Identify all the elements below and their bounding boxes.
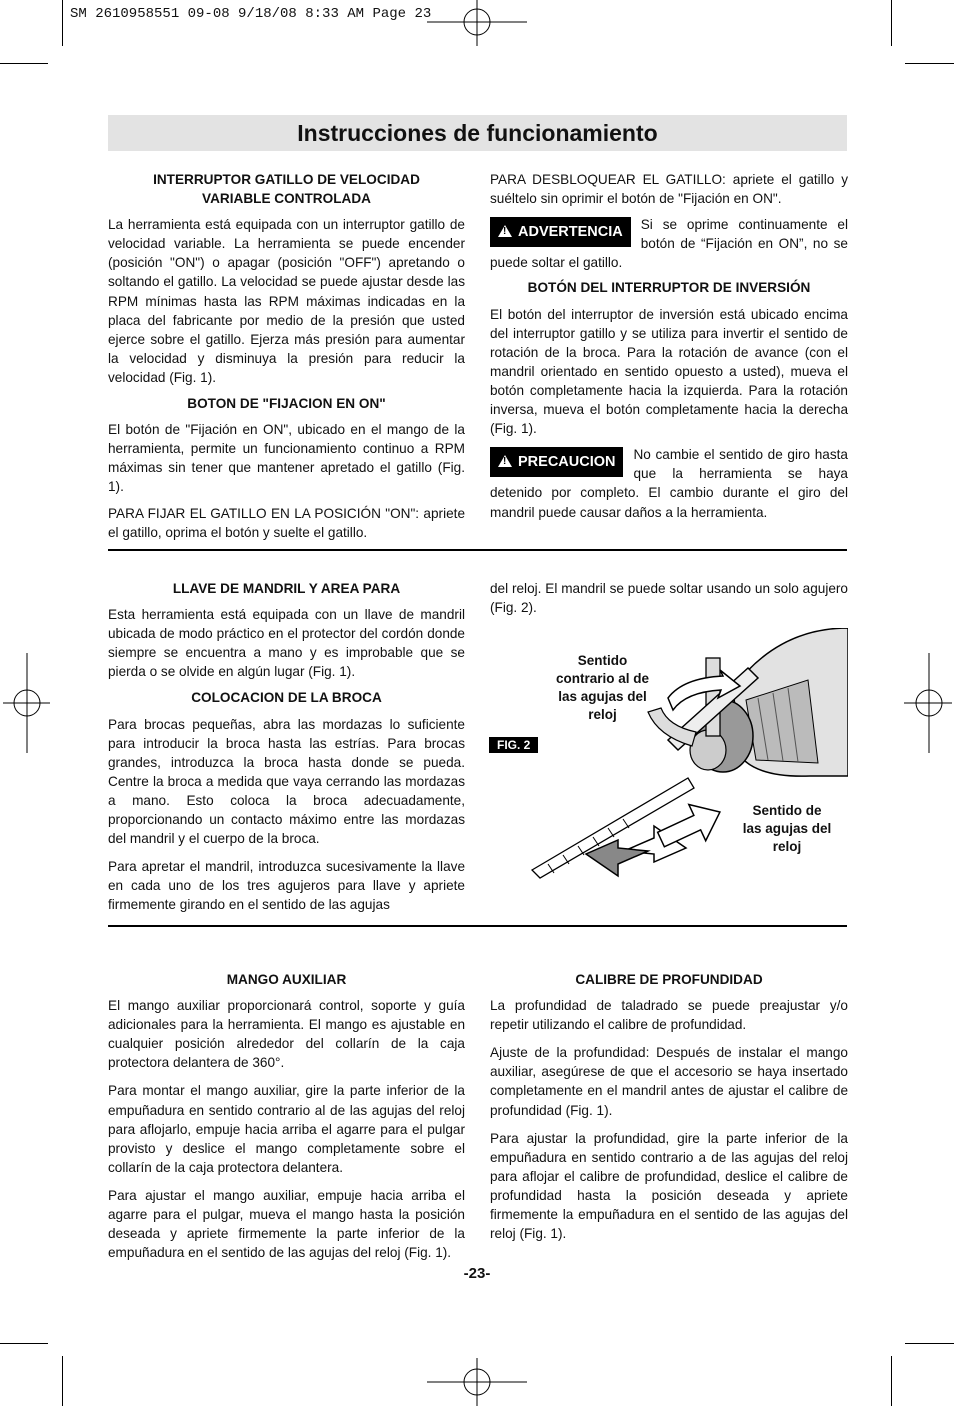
figure-label-clockwise: Sentido de las agujas del reloj	[742, 803, 832, 854]
paragraph: Esta herramienta está equipada con un llave de mandril ubicada de modo práctico en el protector del cordón donde siempre se encuentra a mano y es improbable que se pierda o se olvide en algún lugar (Fig. 1).	[108, 607, 465, 680]
crop-mark	[905, 1343, 954, 1344]
page-number: -23-	[463, 1265, 491, 1282]
section2-right-column	[490, 579, 848, 624]
paragraph: La herramienta está equipada con un interruptor gatillo de velocidad variable. La herramienta se puede encender (posición "ON") o apagar (posición "OFF") apretando o soltando el gatillo. La velocidad se puede ajustar desde las RPM mínimas hasta las RPM máximas indicadas en la placa del fabricante por medio de la presión que usted ejerce sobre el gatillo. Ejerza más presión para aumentar la velocidad y disminuya la presión para reducir la velocidad (Fig. 1).	[108, 217, 465, 385]
figure-label-counterclockwise: Sentido contrario al de las agujas del reloj	[555, 653, 650, 722]
section-divider	[108, 925, 847, 927]
registration-mark-bottom	[427, 1356, 527, 1406]
paragraph: Para brocas pequeñas, abra las mordazas lo suficiente para introducir la broca hasta las estrías. Para brocas grandes, introduzca la broca hasta donde se pueda. Centre la broca a medida que vaya cerrando las mordazas a mano. Esto coloca la broca adecuadamente, proporcionando un contacto máximo entre las mordazas del mandril y el cuerpo de la broca.	[108, 716, 465, 847]
crop-mark	[905, 63, 954, 64]
section2-left-column	[108, 579, 465, 922]
section1-right-column	[490, 170, 848, 528]
warning-badge	[490, 217, 631, 247]
paragraph: Para ajustar el mango auxiliar, empuje hacia arriba el agarre para el pulgar, mueva el mango hasta la posición deseada y apriete firmemente la parte inferior de la empuñadura en el sentido de las agujas del reloj (Fig. 1).	[108, 1187, 465, 1261]
heading-auxiliary-handle: MANGO AUXILIAR	[226, 972, 347, 987]
paragraph: El botón de "Fijación en ON", ubicado en el mango de la herramienta, permite un funcionamiento continuo a RPM máximas sin tener que mantener apretado el gatillo (Fig. 1).	[108, 422, 465, 495]
crop-mark	[62, 0, 63, 46]
page-title: Instrucciones de funcionamiento	[297, 120, 658, 146]
caution-label: PRECAUCION	[518, 454, 616, 471]
registration-mark-right	[904, 653, 954, 753]
paragraph: Ajuste de la profundidad: Después de instalar el mango auxiliar, asegúrese de que el accesorio se haya insertado completamente en el mandril antes de ajustar el calibre de profundidad (Fig. 1).	[490, 1045, 848, 1118]
crop-mark	[0, 1343, 48, 1344]
crop-mark	[0, 63, 48, 64]
paragraph: Para ajustar la profundidad, gire la parte inferior de la empuñadura en sentido contrario a de las agujas del reloj para aflojar el calibre de profundidad, deslice el calibre de profundidad hasta la posición deseada y apriete firmemente la empuñadura en el sentido de las agujas del reloj (Fig. 1).	[490, 1130, 848, 1242]
warning-triangle-icon	[498, 455, 512, 467]
heading-chuck-key: LLAVE DE MANDRIL Y AREA PARA	[172, 581, 401, 596]
heading-depth-gauge: CALIBRE DE PROFUNDIDAD	[575, 972, 763, 987]
paragraph: PARA FIJAR EL GATILLO EN LA POSICIÓN "ON": apriete el gatillo, oprima el botón y suelte el gatillo.	[108, 505, 465, 540]
heading-lock-on-button: BOTON DE "FIJACION EN ON"	[187, 396, 386, 412]
paragraph: Para montar el mango auxiliar, gire la parte inferior de la empuñadura en sentido contrario al de las agujas del reloj para aflojarlo, empuje hacia arriba el agarre para el pulgar provisto y deslice el mango completamente sobre el collarín de la caja protectora delantera.	[108, 1083, 465, 1175]
heading-bit-insertion: COLOCACION DE LA BROCA	[191, 690, 382, 706]
section1-left-column	[108, 170, 465, 549]
section3-left-column	[108, 970, 465, 1269]
print-slug: SM 2610958551 09-08 9/18/08 8:33 AM Page 23	[70, 6, 432, 22]
caution-block	[490, 445, 848, 521]
heading-trigger-switch: INTERRUPTOR GATILLO DE VELOCIDAD VARIABLE CONTROLADA	[153, 172, 420, 207]
paragraph: La profundidad de taladrado se puede preajustar y/o repetir utilizando el calibre de profundidad.	[490, 998, 848, 1033]
paragraph: PARA DESBLOQUEAR EL GATILLO: apriete el gatillo y suéltelo sin oprimir el botón de "Fijación en ON".	[490, 172, 848, 207]
caution-badge	[490, 447, 623, 477]
paragraph: El mango auxiliar proporcionará control, soporte y guía adicionales para la herramienta. El mango es ajustable en cualquier posición alrededor del collarín de la caja protectora delantera de 360°.	[108, 998, 465, 1071]
heading-reversing-switch: BOTÓN DEL INTERRUPTOR DE INVERSIÓN	[527, 280, 811, 296]
paragraph: Para apretar el mandril, introduzca sucesivamente la llave en cada uno de los tres agujeros para llave y apriete firmemente girando en el sentido de las agujas	[108, 859, 465, 913]
crop-mark	[891, 1356, 892, 1406]
crop-mark	[62, 1356, 63, 1406]
section-divider	[108, 549, 847, 551]
section3-right-column	[490, 970, 848, 1250]
warning-text: Si se oprime continuamente el botón de “Fijación en ON”, no se puede soltar el gatillo.	[490, 217, 848, 271]
registration-mark-top	[427, 0, 527, 50]
warning-label: ADVERTENCIA	[518, 224, 623, 241]
paragraph: El botón del interruptor de inversión está ubicado encima del interruptor gatillo y se utiliza para invertir el sentido de rotación de la broca. Para la rotación de avance (con el mandril orientado en sentido opuesto a usted), mueva el botón completamente hacia la izquierda. Para la rotación inversa, mueva el botón completamente hacia la derecha (Fig. 1).	[490, 306, 848, 437]
warning-block	[490, 215, 848, 272]
title-bar	[108, 115, 847, 151]
crop-mark	[891, 0, 892, 46]
registration-mark-left	[0, 653, 50, 753]
warning-triangle-icon	[498, 225, 512, 237]
paragraph: del reloj. El mandril se puede soltar usando un solo agujero (Fig. 2).	[490, 581, 848, 616]
caution-text: No cambie el sentido de giro hasta que la herramienta se haya detenido por completo. El cambio durante el giro del mandril puede causar daños a la herramienta.	[490, 447, 848, 520]
figure-number: FIG. 2	[489, 737, 538, 753]
